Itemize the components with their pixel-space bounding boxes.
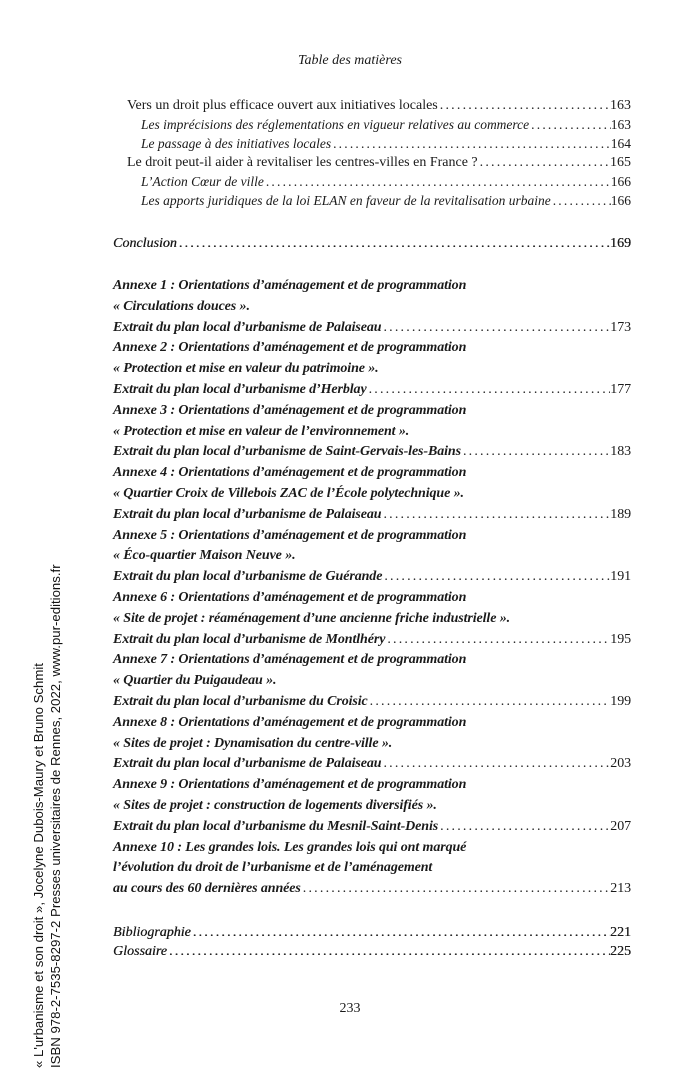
dot-leader xyxy=(438,96,610,115)
toc-entry xyxy=(113,692,631,713)
toc-entry xyxy=(113,380,631,401)
toc-entry xyxy=(113,234,631,253)
dot-leader xyxy=(381,754,610,775)
toc-entry-title: Annexe 4 : Orientations d’aménagement et de programmation xyxy=(113,465,467,481)
toc-entry xyxy=(113,505,631,526)
spacer xyxy=(113,253,631,276)
dot-leader xyxy=(529,115,611,134)
toc-entry-page: 207 xyxy=(610,818,631,834)
toc-group-conclusion xyxy=(113,234,631,253)
toc-entry xyxy=(113,338,631,359)
toc-entry-title: « Site de projet : réaménagement d’une ancienne friche industrielle ». xyxy=(113,610,511,626)
toc-entry-page: 163 xyxy=(610,117,631,132)
toc-entry-title: Vers un droit plus efficace ouvert aux initiatives locales xyxy=(127,98,438,113)
toc-entry xyxy=(113,671,631,692)
toc-entry-title: Glossaire xyxy=(113,943,167,959)
dot-leader xyxy=(331,134,611,153)
toc-entry-title: Annexe 7 : Orientations d’aménagement et de programmation xyxy=(113,652,467,668)
toc-entry-title: Extrait du plan local d’urbanisme de Guérande xyxy=(113,569,383,585)
toc-entry xyxy=(113,546,631,567)
toc-entry-title: L’Action Cœur de ville xyxy=(141,174,264,189)
toc-entry xyxy=(113,422,631,443)
toc-entry-title: Extrait du plan local d’urbanisme de Palaiseau xyxy=(113,506,382,522)
toc-entry-page: 225 xyxy=(610,943,631,959)
toc-entry xyxy=(113,754,631,775)
toc-entry-title: Le passage à des initiatives locales xyxy=(141,136,332,151)
toc-entry-title: Les imprécisions des réglementations en vigueur relatives au commerce xyxy=(141,117,530,132)
toc-entry-page: 177 xyxy=(610,381,631,397)
toc-entry xyxy=(113,484,631,505)
toc-entry xyxy=(113,463,631,484)
toc-entry-title: Annexe 5 : Orientations d’aménagement et de programmation xyxy=(113,527,467,543)
toc-entry-title: « Sites de projet : construction de logements diversifiés ». xyxy=(113,797,437,813)
toc-entry-title: « Quartier du Puigaudeau ». xyxy=(113,673,277,689)
toc-entry xyxy=(113,734,631,755)
toc-entry-title: « Protection et mise en valeur du patrimoine ». xyxy=(113,361,379,377)
spacer xyxy=(113,900,631,923)
dot-leader xyxy=(177,234,610,253)
toc-entry-page: 164 xyxy=(610,136,631,151)
toc-entry xyxy=(113,588,631,609)
toc-entry-title: Annexe 3 : Orientations d’aménagement et de programmation xyxy=(113,402,467,418)
toc-entry-page: 191 xyxy=(610,569,631,585)
toc-entry xyxy=(113,879,631,900)
running-header: Table des matières xyxy=(298,53,402,68)
toc-entry-page: 199 xyxy=(610,693,631,709)
toc-entry-title: Annexe 8 : Orientations d’aménagement et de programmation xyxy=(113,714,467,730)
toc-entry-page: 195 xyxy=(610,631,631,647)
toc-entry-title: Extrait du plan local d’urbanisme d’Herblay xyxy=(113,381,367,397)
toc-entry xyxy=(113,442,631,463)
toc-entry xyxy=(113,923,631,942)
dot-leader xyxy=(461,442,610,463)
toc-entry-title: Extrait du plan local d’urbanisme de Palaiseau xyxy=(113,756,382,772)
toc-entry-title: Conclusion xyxy=(113,236,177,251)
dot-leader xyxy=(438,817,610,838)
toc-entry-title: Extrait du plan local d’urbanisme de Saint-Gervais-les-Bains xyxy=(113,444,461,460)
toc-group-back-matter xyxy=(113,923,631,961)
toc-entry-page: 169 xyxy=(610,236,631,251)
toc-entry xyxy=(113,401,631,422)
toc-group-annexes xyxy=(113,276,631,900)
toc-entry xyxy=(113,115,631,134)
toc-entry-title: Annexe 10 : Les grandes lois. Les grandes lois qui ont marqué xyxy=(113,839,467,855)
toc-group-chapter xyxy=(113,96,631,210)
spacer xyxy=(113,210,631,234)
dot-leader xyxy=(301,879,611,900)
toc-entry-title: « Sites de projet : Dynamisation du centre-ville ». xyxy=(113,735,393,751)
toc-entry-title: au cours des 60 dernières années xyxy=(113,881,301,897)
toc-entry xyxy=(113,276,631,297)
toc-entry-title: Les apports juridiques de la loi ELAN en faveur de la revitalisation urbaine xyxy=(141,193,551,208)
toc-entry xyxy=(113,838,631,859)
toc-entry xyxy=(113,359,631,380)
toc-entry xyxy=(113,796,631,817)
dot-leader xyxy=(385,630,610,651)
toc-entry-title: Extrait du plan local d’urbanisme de Palaiseau xyxy=(113,319,382,335)
toc-entry-page: 166 xyxy=(610,193,631,208)
side-notice-line1: « L'urbanisme et son droit », Jocelyne Dubois-Maury et Bruno Schmit xyxy=(31,663,46,1068)
toc-entry xyxy=(113,775,631,796)
dot-leader xyxy=(191,923,610,942)
toc-entry-title: Annexe 2 : Orientations d’aménagement et de programmation xyxy=(113,340,467,356)
dot-leader xyxy=(167,942,610,961)
toc-entry-title: Extrait du plan local d’urbanisme du Croisic xyxy=(113,693,368,709)
toc-entry xyxy=(113,526,631,547)
toc-entry-page: 173 xyxy=(610,319,631,335)
toc-entry xyxy=(113,567,631,588)
toc-entry-page: 189 xyxy=(610,506,631,522)
toc-entry-title: « Protection et mise en valeur de l’environnement ». xyxy=(113,423,410,439)
dot-leader xyxy=(382,567,610,588)
dot-leader xyxy=(367,380,611,401)
dot-leader xyxy=(381,505,610,526)
toc-entry-page: 165 xyxy=(610,155,631,170)
dot-leader xyxy=(551,191,611,210)
toc-entry xyxy=(113,96,631,115)
toc-entry xyxy=(113,858,631,879)
toc-entry-page: 221 xyxy=(610,924,631,940)
toc-entry-title: « Circulations douces ». xyxy=(113,298,250,314)
toc-entry xyxy=(113,297,631,318)
toc-entry xyxy=(113,942,631,961)
toc-entry xyxy=(113,318,631,339)
toc-entry-title: Le droit peut-il aider à revitaliser les centres-villes en France ? xyxy=(127,155,478,170)
page-number: 233 xyxy=(339,1001,361,1016)
toc-entry xyxy=(113,713,631,734)
dot-leader xyxy=(368,692,611,713)
toc-entry-title: « Éco-quartier Maison Neuve ». xyxy=(113,548,296,564)
toc-entry-title: Bibliographie xyxy=(113,924,191,940)
toc-entry xyxy=(113,172,631,191)
toc-entry-title: « Quartier Croix de Villebois ZAC de l’École polytechnique ». xyxy=(113,485,464,501)
side-notice-line2: ISBN 978-2-7535-8297-2 Presses universitaires de Rennes, 2022, www.pur-editions.fr xyxy=(48,564,63,1068)
table-of-contents xyxy=(113,96,631,961)
toc-entry-title: Annexe 9 : Orientations d’aménagement et de programmation xyxy=(113,777,467,793)
toc-entry xyxy=(113,609,631,630)
dot-leader xyxy=(264,172,611,191)
toc-entry-page: 183 xyxy=(610,444,631,460)
toc-entry-title: l’évolution du droit de l’urbanisme et de l’aménagement xyxy=(113,860,433,876)
toc-entry-title: Extrait du plan local d’urbanisme de Montlhéry xyxy=(113,631,386,647)
toc-entry xyxy=(113,191,631,210)
toc-entry-page: 213 xyxy=(610,881,631,897)
toc-entry xyxy=(113,817,631,838)
dot-leader xyxy=(381,318,610,339)
toc-entry xyxy=(113,134,631,153)
copyright-side-notice xyxy=(30,564,64,1068)
dot-leader xyxy=(478,153,610,172)
toc-entry xyxy=(113,650,631,671)
toc-entry xyxy=(113,153,631,172)
toc-entry-title: Annexe 1 : Orientations d’aménagement et de programmation xyxy=(113,278,467,293)
toc-entry-page: 163 xyxy=(610,98,631,113)
toc-entry xyxy=(113,630,631,651)
toc-entry-page: 203 xyxy=(610,756,631,772)
toc-entry-title: Annexe 6 : Orientations d’aménagement et de programmation xyxy=(113,589,467,605)
toc-entry-page: 166 xyxy=(610,174,631,189)
toc-entry-title: Extrait du plan local d’urbanisme du Mesnil-Saint-Denis xyxy=(113,818,439,834)
